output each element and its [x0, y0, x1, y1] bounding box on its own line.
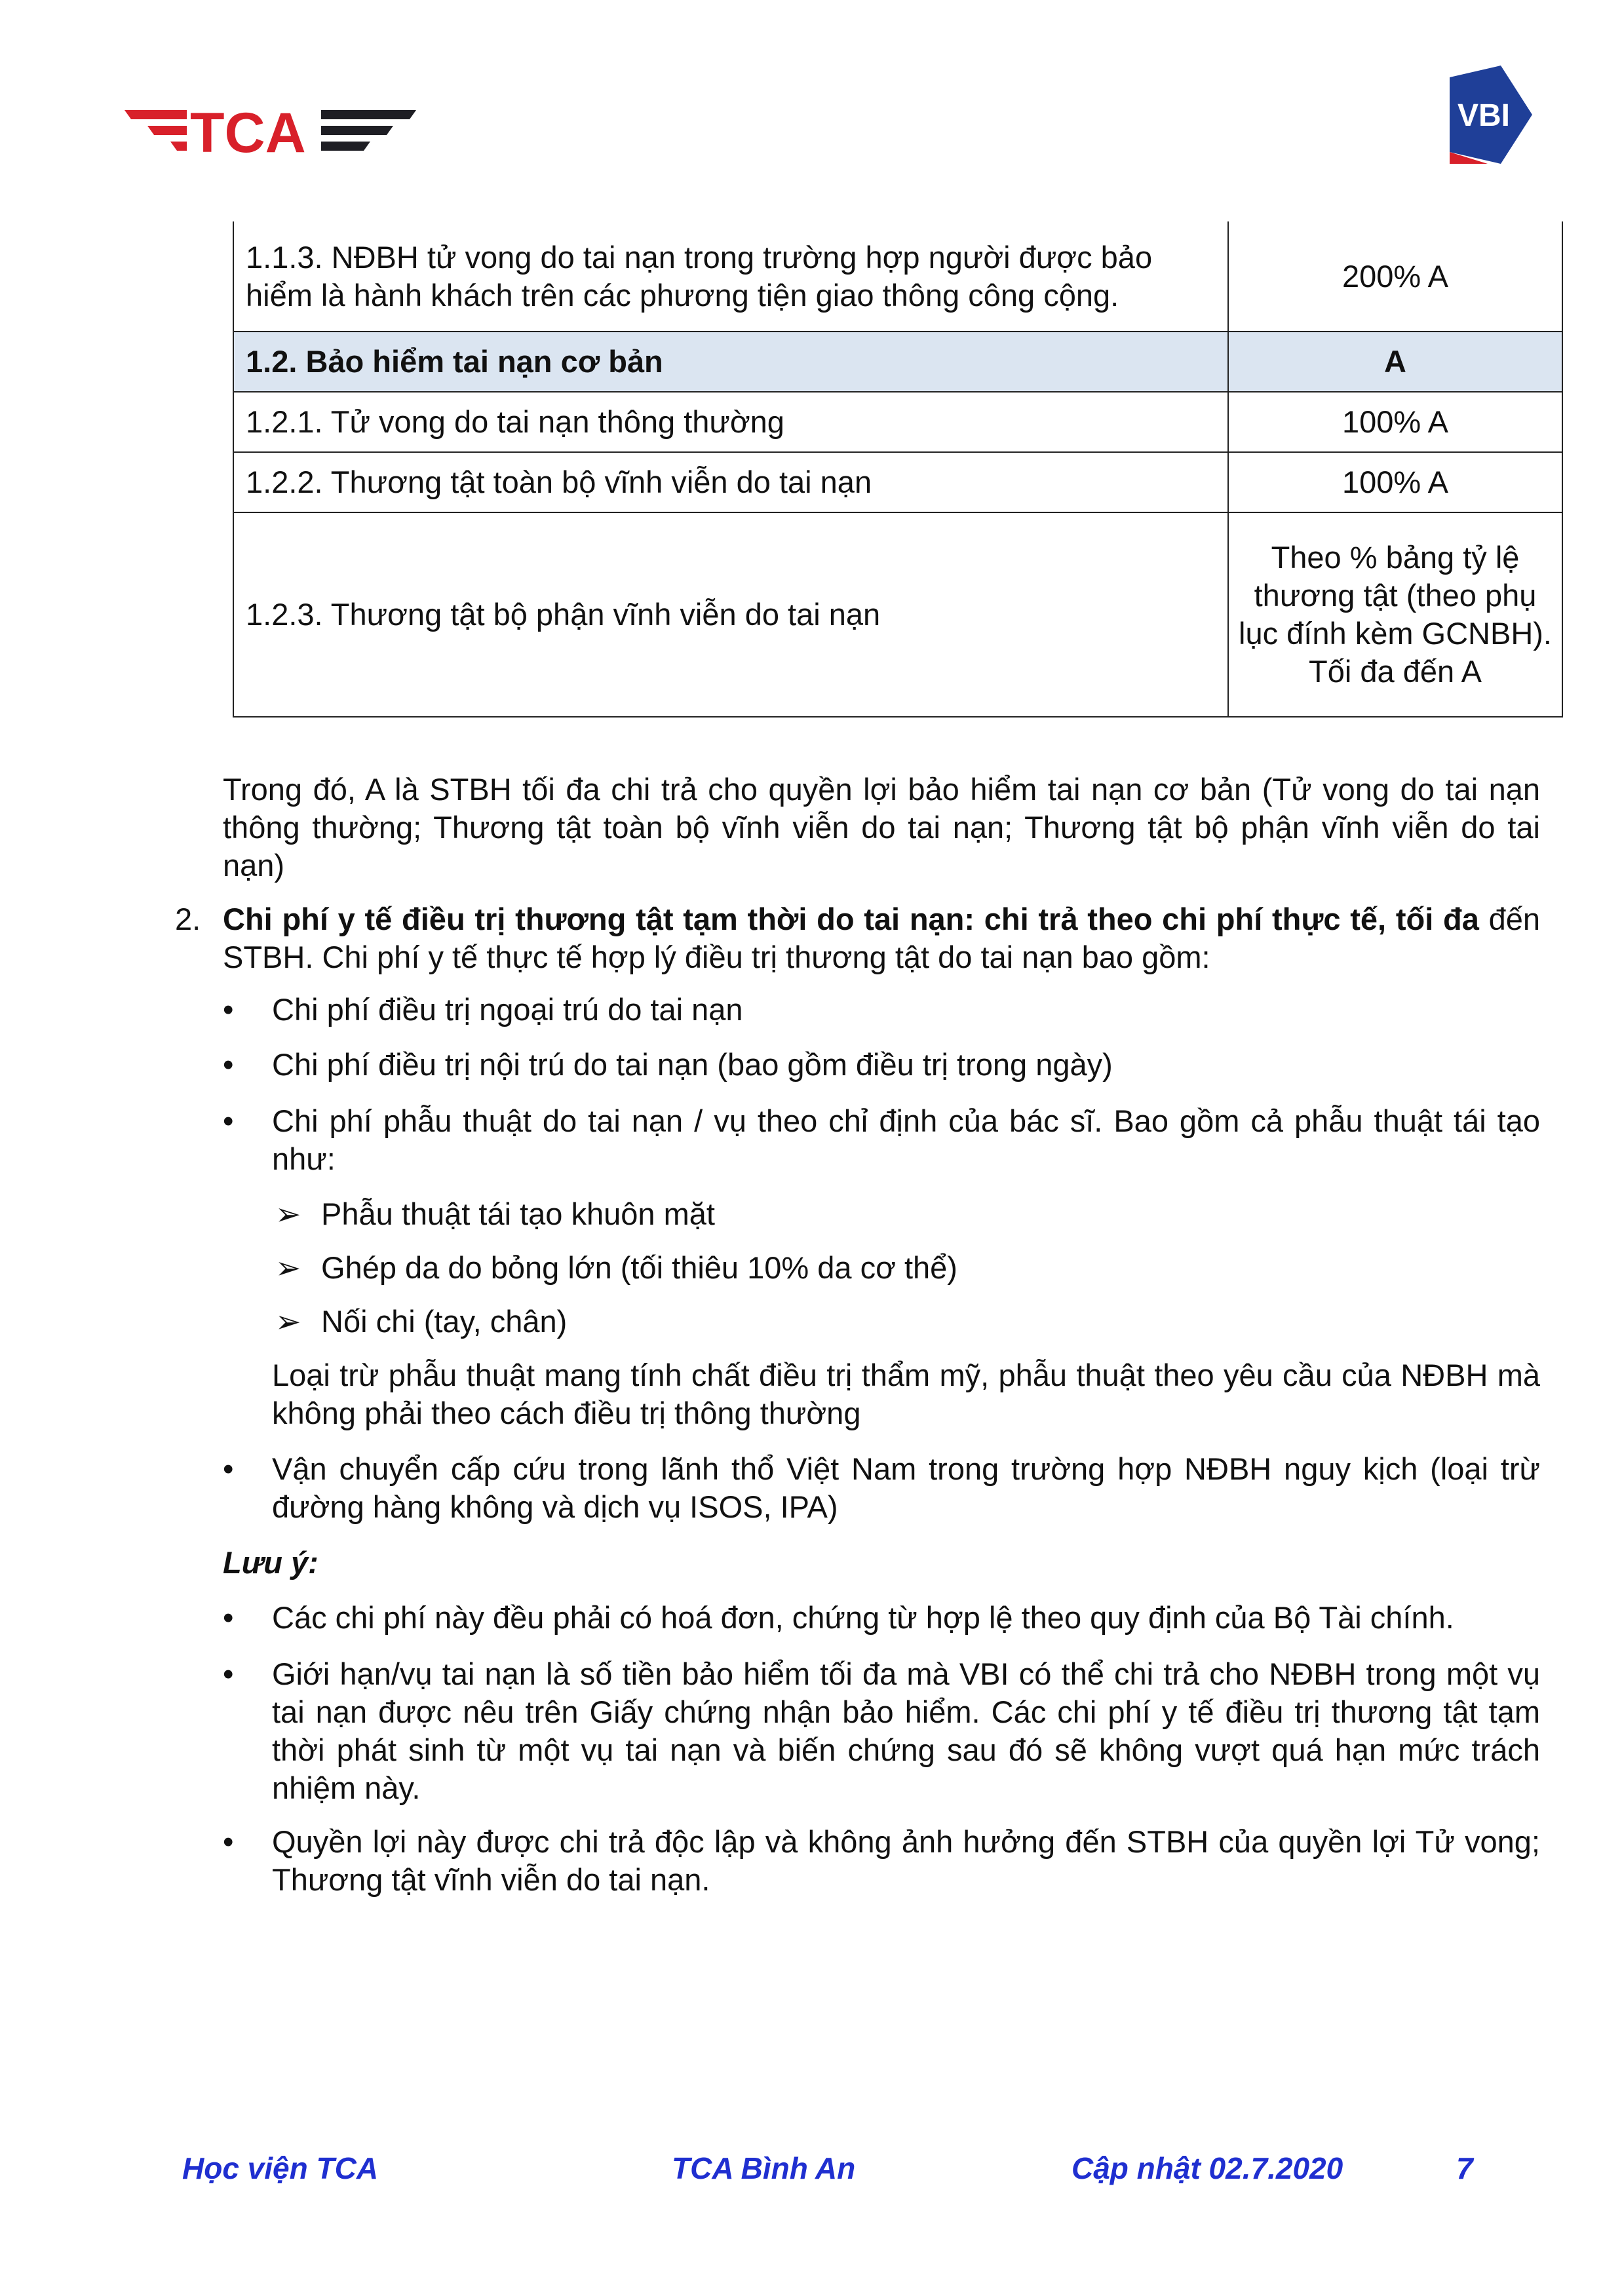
vbi-logo-graphic	[1442, 66, 1534, 164]
tca-logo-text: TCA	[190, 105, 306, 157]
tca-logo-graphic	[125, 105, 416, 157]
bullet-icon: •	[223, 992, 234, 1027]
arrow-right-icon: ➢	[275, 1304, 301, 1339]
table-row	[233, 512, 1562, 717]
table-cell-label: 1.2.1. Tử vong do tai nạn thông thường	[233, 392, 1228, 452]
list-item	[223, 1655, 1540, 1807]
list-item-text: Chi phí điều trị ngoại trú do tai nạn	[272, 992, 743, 1027]
list-item	[223, 1046, 1540, 1084]
page-number: 7	[1456, 2151, 1473, 2185]
note-title: Lưu ý:	[223, 1545, 319, 1580]
item-heading: Chi phí y tế điều trị thương tật tạm thời do tai nạn: chi trả theo chi phí thực tế, tối đa	[223, 902, 1479, 936]
bullet-icon: •	[223, 1824, 234, 1859]
item-text	[223, 900, 1540, 976]
table-cell-value: 200% A	[1228, 221, 1562, 332]
list-item	[223, 1599, 1540, 1637]
bullet-icon: •	[223, 1600, 234, 1635]
list-item	[223, 1823, 1540, 1899]
table-cell-label: 1.2.3. Thương tật bộ phận vĩnh viễn do tai nạn	[233, 512, 1228, 717]
bullet-icon: •	[223, 1451, 234, 1486]
vbi-logo	[1442, 66, 1534, 164]
table-cell-value: 100% A	[1228, 392, 1562, 452]
list-item-text: Quyền lợi này được chi trả độc lập và không ảnh hưởng đến STBH của quyền lợi Tử vong; Thương tật vĩnh viễn do tai nạn.	[272, 1824, 1540, 1897]
sub-list-item-text: Phẫu thuật tái tạo khuôn mặt	[321, 1196, 715, 1231]
table-cell-value: A	[1228, 332, 1562, 392]
item-body: đến STBH. Chi phí y tế thực tế hợp lý điều trị thương tật do tai nạn bao gồm:	[223, 902, 1540, 974]
table-row	[233, 221, 1562, 332]
table-cell-value: 100% A	[1228, 452, 1562, 512]
sub-list-item	[275, 1303, 1540, 1341]
footer-date: Cập nhật 02.7.2020	[1072, 2151, 1343, 2185]
tca-logo	[125, 105, 416, 157]
list-item	[223, 1450, 1540, 1526]
benefits-table	[233, 221, 1563, 718]
vbi-logo-text: VBI	[1458, 98, 1511, 133]
item-number: 2.	[175, 902, 201, 936]
table-cell-label: 1.2.2. Thương tật toàn bộ vĩnh viễn do tai nạn	[233, 452, 1228, 512]
list-item-text: Chi phí phẫu thuật do tai nạn / vụ theo chỉ định của bác sĩ. Bao gồm cả phẫu thuật tái tạo như:	[272, 1103, 1540, 1176]
list-item	[223, 1102, 1540, 1178]
list-item-text: Các chi phí này đều phải có hoá đơn, chứng từ hợp lệ theo quy định của Bộ Tài chính.	[272, 1600, 1454, 1635]
arrow-right-icon: ➢	[275, 1250, 301, 1285]
list-item-text: Giới hạn/vụ tai nạn là số tiền bảo hiểm tối đa mà VBI có thể chi trả cho NĐBH trong một vụ tai nạn được nêu trên Giấy chứng nhận bảo hiểm. Các chi phí y tế điều trị thương tật tạm thời phát sinh từ một vụ tai nạn và biến chứng sau đó sẽ không vượt quá hạn mức trách nhiệm này.	[272, 1656, 1540, 1805]
sub-list-item	[275, 1249, 1540, 1287]
definition-paragraph: Trong đó, A là STBH tối đa chi trả cho quyền lợi bảo hiểm tai nạn cơ bản (Tử vong do tai nạn thông thường; Thương tật toàn bộ vĩnh viễn do tai nạn; Thương tật bộ phận vĩnh viễn do tai nạn)	[223, 772, 1540, 883]
arrow-right-icon: ➢	[275, 1196, 301, 1231]
table-cell-label: 1.1.3. NĐBH tử vong do tai nạn trong trường hợp người được bảo hiểm là hành khách trên các phương tiện giao thông công cộng.	[233, 221, 1228, 332]
bullet-icon: •	[223, 1103, 234, 1138]
sub-list-item-text: Nối chi (tay, chân)	[321, 1304, 568, 1339]
table-row	[233, 392, 1562, 452]
sub-list-item-text: Ghép da do bỏng lớn (tối thiêu 10% da cơ thể)	[321, 1250, 957, 1285]
table-cell-label: 1.2. Bảo hiểm tai nạn cơ bản	[233, 332, 1228, 392]
bullet-icon: •	[223, 1656, 234, 1691]
table-row	[233, 452, 1562, 512]
numbered-item-2	[175, 900, 1540, 976]
table-row-header	[233, 332, 1562, 392]
table-cell-value: Theo % bảng tỷ lệ thương tật (theo phụ lục đính kèm GCNBH). Tối đa đến A	[1228, 512, 1562, 717]
sub-list-item	[275, 1195, 1540, 1233]
bullet-icon: •	[223, 1047, 234, 1082]
list-item	[223, 991, 1540, 1029]
exclusion-note: Loại trừ phẫu thuật mang tính chất điều trị thẩm mỹ, phẫu thuật theo yêu cầu của NĐBH mà không phải theo cách điều trị thông thường	[272, 1358, 1540, 1430]
list-item-text: Vận chuyển cấp cứu trong lãnh thổ Việt Nam trong trường hợp NĐBH nguy kịch (loại trừ đường hàng không và dịch vụ ISOS, IPA)	[272, 1451, 1540, 1524]
footer-left: Học viện TCA	[182, 2151, 379, 2185]
footer-center: TCA Bình An	[672, 2151, 856, 2185]
list-item-text: Chi phí điều trị nội trú do tai nạn (bao gồm điều trị trong ngày)	[272, 1047, 1113, 1082]
